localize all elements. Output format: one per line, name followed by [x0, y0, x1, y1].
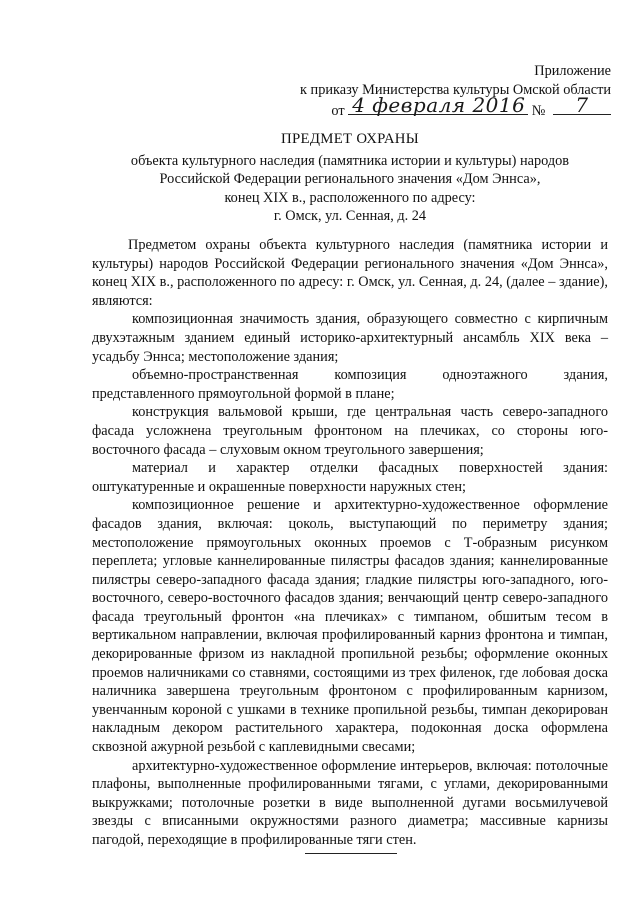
title-line: конец XIX в., расположенного по адресу:	[224, 189, 476, 206]
order-reference: к приказу Министерства культуры Омской области	[300, 81, 611, 98]
protection-item: композиционная значимость здания, образующего совместно с кирпичным двухэтажным зданием единый историко-архитектурный ансамбль XIX века – усадьбу Эннса; местоположение здания;	[92, 311, 608, 365]
title-line: объекта культурного наследия (памятника истории и культуры) народов	[130, 152, 570, 169]
intro-paragraph: Предметом охраны объекта культурного наследия (памятника истории и культуры) народов Российской Федерации регионального значения «Дом Эннса», конец XIX в., расположенного по адресу: г. Омск, ул. Сенная, д. 24, (далее – здание), являются:	[92, 237, 608, 309]
appendix-header	[51, 62, 611, 99]
protection-item: композиционное решение и архитектурно-художественное оформление фасадов здания, включая: цоколь, выступающий по периметру здания; местоположение прямоугольных оконных проемов с Т-образным рисунком переплета; угловые каннелированные пилястры фасадов здания; каннелированные пилястры северо-западного фасада здания; гладкие пилястры юго-западного, юго-восточного, северо-восточного фасадов здания; венчающий центр северо-западного фасада треугольный фронтон «на плечиках» с тимпаном, обшитым тесом в вертикальном направлении, включая профилированный карниз фронтона и тимпан, декорированные фризом из накладной пропильной резьбы; оформление оконных проемов наличниками со ставнями, состоящими из трех филенок, где лобовая доска наличника завершена треугольным фронтоном с профилированным карнизом, увенчанным короной с ушками в технике пропильной резьбы, тимпан декорирован накладным декором растительного характера, подоконная доска оформлена сквозной ажурной резьбой с каплевидными свесами;	[92, 497, 608, 756]
order-date-number-line	[331, 93, 611, 121]
document-heading: ПРЕДМЕТ ОХРАНЫ	[280, 131, 419, 147]
number-label: №	[531, 103, 546, 119]
handwritten-number: 7	[553, 96, 611, 115]
protection-item: материал и характер отделки фасадных поверхностей здания: оштукатуренные и окрашенные поверхности наружных стен;	[92, 460, 608, 495]
from-label: от	[331, 103, 345, 119]
title-block	[60, 130, 640, 226]
protection-item: архитектурно-художественное оформление интерьеров, включая: потолочные плафоны, выполненные профилированными тягами, с углами, декорированными выкружками; потолочные розетки в виде выполненной дугами восьмилучевой звезды с вписанными окружностями разного диаметра; массивные карнизы пагодой, переходящие в профилированные тяги стен.	[92, 757, 608, 848]
protection-item: объемно-пространственная композиция одноэтажного здания, представленного прямоугольной формой в плане;	[92, 367, 608, 402]
handwritten-date: 4 февраля 2016	[348, 96, 528, 115]
closing-rule	[305, 853, 397, 854]
protection-item: конструкция вальмовой крыши, где центральная часть северо-западного фасада усложнена треугольным фронтоном на плечиках, со стороны юго-восточного фасада – слуховым окном треугольного завершения;	[92, 404, 608, 458]
appendix-label: Приложение	[534, 63, 611, 79]
title-line: Российской Федерации регионального значения «Дом Эннса»,	[159, 171, 541, 188]
document-body	[92, 236, 608, 850]
title-line: г. Омск, ул. Сенная, д. 24	[273, 208, 427, 225]
